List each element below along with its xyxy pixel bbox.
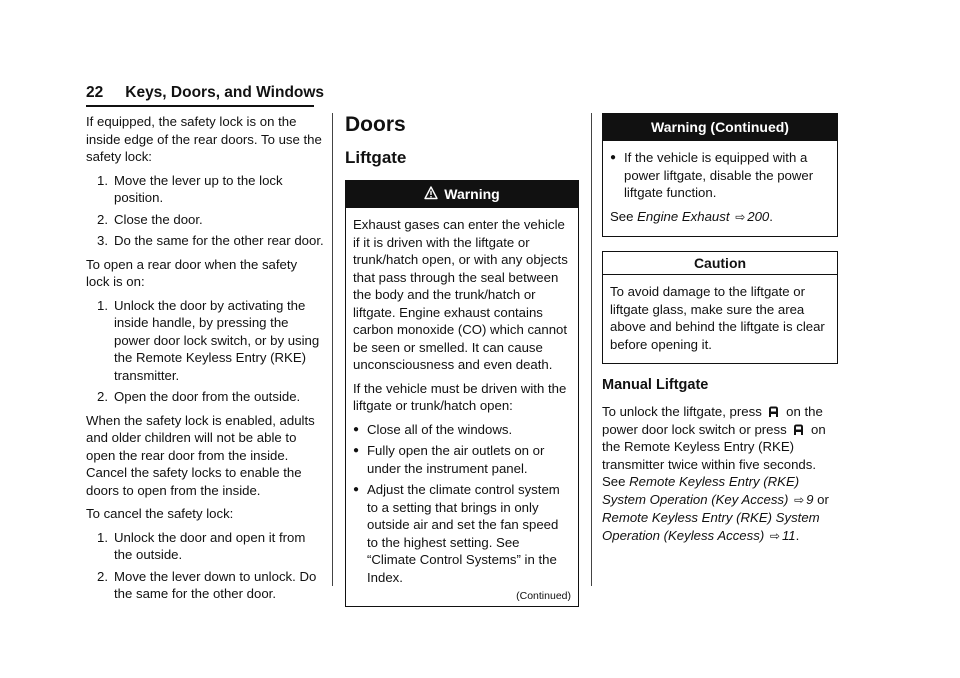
use-lock-steps [86, 172, 324, 250]
list-item: ● Close all of the windows. [353, 421, 513, 437]
page-ref-number[interactable]: 9 [806, 491, 814, 507]
bullet-icon: ● [353, 445, 360, 456]
page-header [86, 84, 324, 102]
page-ref-number[interactable]: 11 [781, 527, 796, 543]
bullet-icon: ● [353, 423, 360, 435]
subheading-liftgate: Liftgate [345, 148, 407, 167]
warning-continued-body [603, 141, 837, 236]
reference-link[interactable]: Engine Exhaust [637, 208, 730, 224]
cancel-lock-steps [86, 529, 324, 603]
caution-title: Caution [603, 252, 837, 275]
page-ref-arrow-icon: ⇨ [735, 209, 746, 224]
header-rule [86, 105, 314, 107]
page-ref-number[interactable]: 200 [747, 208, 770, 224]
cancel-lock-intro: To cancel the safety lock: [86, 506, 234, 521]
caution-text: To avoid damage to the liftgate or liftgate glass, make sure the area above and behind the liftgate is clear before opening it. [610, 284, 825, 352]
section-heading-doors: Doors [345, 113, 406, 136]
page-ref-arrow-icon: ⇨ [794, 492, 805, 507]
list-item: 2. Move the lever down to unlock. Do the same for the other door. [97, 568, 317, 601]
bullet-icon: ● [610, 152, 617, 163]
see-reference: See Engine Exhaust ⇨ 200. [610, 208, 830, 227]
column-divider [591, 113, 592, 586]
list-item: ● If the vehicle is equipped with a power liftgate, disable the power liftgate function. [610, 150, 814, 200]
caution-body [603, 275, 837, 363]
warning-para-1: Exhaust gases can enter the vehicle if it is driven with the liftgate or trunk/hatch open, or with any objects that pass through the seal between the body and the trunk/hatch or liftgate. Engine exhaust contains carbon monoxide (CO) which cannot be seen or smelled. It can cause unconsciousness and even death. [353, 217, 568, 372]
subheading-manual-liftgate: Manual Liftgate [602, 377, 709, 393]
open-door-steps [86, 297, 324, 406]
warning-continued-bullets [610, 149, 830, 202]
warning-title: Warning [444, 186, 500, 202]
column-1 [86, 113, 324, 609]
list-item: 1. Unlock the door by activating the inside handle, by pressing the power door lock switch, or by using the Remote Keyless Entry (RKE) transmitter. [97, 297, 320, 383]
section-title: Keys, Doors, and Windows [125, 84, 325, 101]
safety-lock-enabled-para: When the safety lock is enabled, adults and older children will not be able to open the rear door from the inside. Cancel the safety locks to enable the doors to open from the inside. [86, 412, 315, 498]
column-3 [602, 113, 838, 551]
vehicle-liftgate-icon [767, 405, 780, 418]
reference-link[interactable]: Remote Keyless Entry (RKE) System Operation (Key Access) [602, 474, 800, 507]
list-item: ● Fully open the air outlets on or under the instrument panel. [353, 443, 545, 476]
caution-box [602, 251, 838, 364]
vehicle-liftgate-icon [792, 423, 805, 436]
warning-bullets [353, 421, 571, 587]
page-ref-arrow-icon: ⇨ [769, 528, 780, 543]
manual-liftgate-para: To unlock the liftgate, press on the power door lock switch or press on the Remote Keyless Entry (RKE) transmitter twice within five seconds. See Remote Keyless Entry (RKE) System Operation (Key Access) ⇨ 9 or Remote Keyless Entry (RKE) System Operation (Keyless Access) ⇨ 11. [602, 403, 838, 545]
column-2 [345, 113, 579, 607]
bullet-icon: ● [353, 484, 360, 495]
list-item: ● Adjust the climate control system to a setting that brings in only outside air and set the fan speed to the highest setting. See “Climate Control Systems” in the Index. [353, 482, 560, 585]
safety-lock-intro: If equipped, the safety lock is on the inside edge of the rear doors. To use the safety lock: [86, 114, 322, 164]
open-door-intro: To open a rear door when the safety lock is on: [86, 256, 298, 289]
warning-para-2: If the vehicle must be driven with the liftgate or trunk/hatch open: [353, 380, 567, 413]
column-divider [332, 113, 333, 586]
warning-continued-title: Warning (Continued) [603, 114, 837, 141]
list-item: 1. Unlock the door and open it from the outside. [97, 529, 306, 562]
list-item: 1. Move the lever up to the lock position. [97, 172, 283, 205]
list-item: 2. Close the door. [97, 211, 203, 227]
list-item: 3. Do the same for the other rear door. [97, 233, 324, 248]
continued-label: (Continued) [516, 590, 571, 602]
page-number: 22 [86, 84, 104, 101]
warning-body [346, 208, 578, 606]
warning-continued-box [602, 113, 838, 237]
warning-title-bar [346, 181, 578, 208]
warning-icon [424, 186, 438, 200]
reference-link[interactable]: Remote Keyless Entry (RKE) System Operation (Keyless Access) [602, 510, 820, 543]
warning-box [345, 180, 579, 607]
list-item: 2. Open the door from the outside. [97, 389, 301, 404]
